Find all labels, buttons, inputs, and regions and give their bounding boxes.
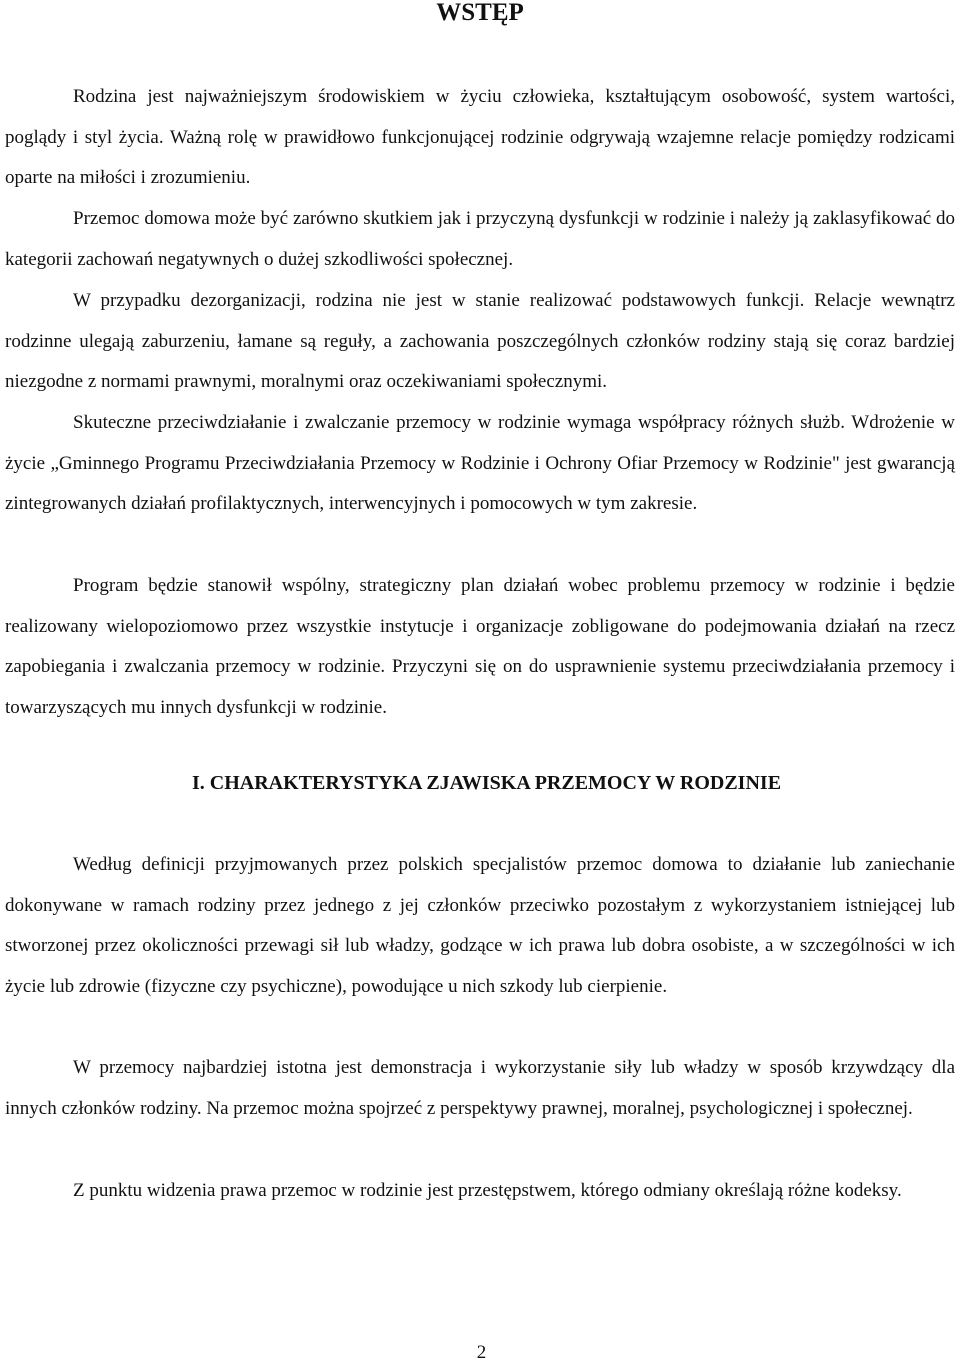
intro-paragraph-5: Program będzie stanowił wspólny, strategiczny plan działań wobec problemu przemocy w rodzinie i będzie realizowany wielopoziomowo przez wszystkie instytucje i organizacje zobligowane do podejmowania działań na rzecz zapobiegania i zwalczania przemocy w rodzinie. Przyczyni się on do usprawnienie systemu przeciwdziałania przemocy i towarzyszących mu innych dysfunkcji w rodzinie. bbox=[5, 575, 955, 719]
intro-paragraph-2: Przemoc domowa może być zarówno skutkiem jak i przyczyną dysfunkcji w rodzinie i należy ją zaklasyfikować do kategorii zachowań negatywnych o dużej szkodliwości społecznej. bbox=[5, 208, 955, 270]
page-title: WSTĘP bbox=[436, 0, 524, 26]
section-paragraph-1: Według definicji przyjmowanych przez polskich specjalistów przemoc domowa to działanie lub zaniechanie dokonywane w ramach rodziny przez jednego z jej członków przeciwko pozostałym z wykorzystaniem istniejącej lub stworzonej przez okoliczności przewagi sił lub władzy, godzące w ich prawa lub dobra osobiste, a w szczególności w ich życie lub zdrowie (fizyczne czy psychiczne), powodujące u nich szkody lub cierpienie. bbox=[5, 854, 955, 998]
page-number: 2 bbox=[476, 1342, 487, 1363]
intro-paragraph-1: Rodzina jest najważniejszym środowiskiem w życiu człowieka, kształtującym osobowość, system wartości, poglądy i styl życia. Ważną rolę w prawidłowo funkcjonującej rodzinie odgrywają wzajemne relacje pomiędzy rodzicami oparte na miłości i zrozumieniu. bbox=[5, 86, 955, 189]
section-heading: I. CHARAKTERYSTYKA ZJAWISKA PRZEMOCY W RODZINIE bbox=[192, 772, 782, 794]
section-paragraph-2: W przemocy najbardziej istotna jest demonstracja i wykorzystanie siły lub władzy w sposób krzywdzący dla innych członków rodziny. Na przemoc można spojrzeć z perspektywy prawnej, moralnej, psychologicznej i społecznej. bbox=[5, 1057, 955, 1119]
intro-paragraph-3: W przypadku dezorganizacji, rodzina nie jest w stanie realizować podstawowych funkcji. Relacje wewnątrz rodzinne ulegają zaburzeniu, łamane są reguły, a zachowania poszczególnych członków rodziny stają się coraz bardziej niezgodne z normami prawnymi, moralnymi oraz oczekiwaniami społecznymi. bbox=[5, 290, 955, 393]
intro-paragraph-4: Skuteczne przeciwdziałanie i zwalczanie przemocy w rodzinie wymaga współpracy różnych służb. Wdrożenie w życie „Gminnego Programu Przeciwdziałania Przemocy w Rodzinie i Ochrony Ofiar Przemocy w Rodzinie" jest gwarancją zintegrowanych działań profilaktycznych, interwencyjnych i pomocowych w tym zakresie. bbox=[5, 412, 955, 515]
section-paragraph-3: Z punktu widzenia prawa przemoc w rodzinie jest przestępstwem, którego odmiany określają różne kodeksy. bbox=[73, 1180, 902, 1201]
